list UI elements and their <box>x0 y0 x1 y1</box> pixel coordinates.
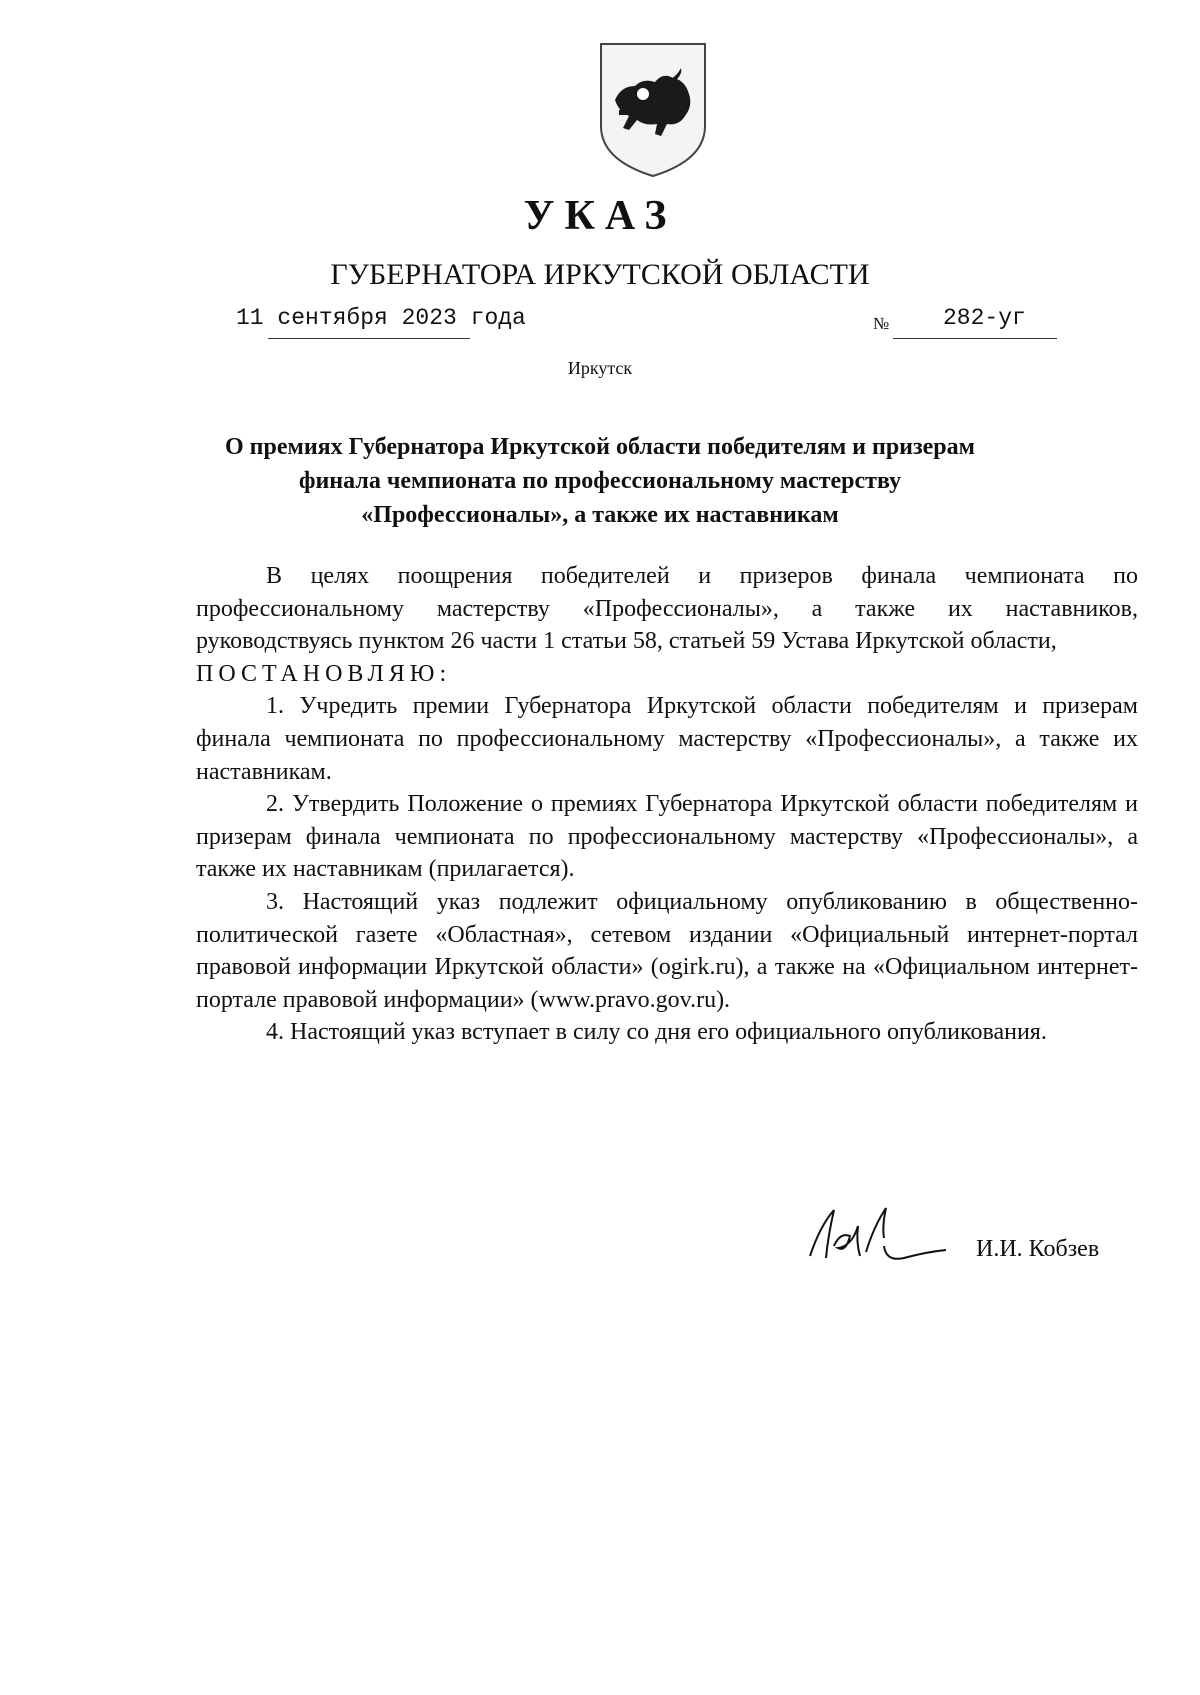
item-paragraph: 4. Настоящий указ вступает в силу со дня его официального опубликования. <box>266 1019 1047 1046</box>
signer-name: И.И. Кобзев <box>976 1236 1100 1262</box>
document-subtitle: ГУБЕРНАТОРА ИРКУТСКОЙ ОБЛАСТИ <box>330 258 870 291</box>
date-underline <box>268 338 470 339</box>
resolve-line: ПОСТАНОВЛЯЮ: <box>196 660 452 687</box>
item-paragraph: 1. Учредить премии Губернатора Иркутской области победителям и призерам финала чемпионата по профессиональному мастерству «Профессионалы», а также их наставникам. <box>196 693 1138 785</box>
handwritten-signature <box>800 1196 950 1286</box>
document-city: Иркутск <box>567 358 633 378</box>
number-sign: № <box>873 314 890 333</box>
document-number: 282-уг <box>943 305 1026 331</box>
item-paragraph: 3. Настоящий указ подлежит официальному опубликованию в общественно-политической газете «Областная», сетевом издании «Официальный интернет-портал правовой информации Иркутской области» (ogirk.ru), а также на «Официальном интернет-портале правовой информации» (www.pravo.gov.ru). <box>196 888 1138 1013</box>
document-title: УКАЗ <box>523 193 677 239</box>
number-underline <box>893 338 1057 339</box>
item-paragraph: 2. Утвердить Положение о премиях Губернатора Иркутской области победителям и призерам финала чемпионата по профессиональному мастерству «Профессионалы», а также их наставникам (прилагается). <box>196 791 1138 883</box>
document-body <box>196 560 1138 1049</box>
document-heading: О премиях Губернатора Иркутской области победителям и призерам финала чемпионата по профессиональному мастерству «Профессионалы», а также их наставникам <box>225 434 975 528</box>
preamble-paragraph: В целях поощрения победителей и призеров финала чемпионата по профессиональному мастерству «Профессионалы», а также их наставников, руководствуясь пунктом 26 части 1 статьи 58, статьей 59 Устава Иркутской области, <box>196 563 1138 655</box>
document-date: 11 сентября 2023 года <box>236 305 526 331</box>
coat-of-arms-icon <box>597 40 709 180</box>
